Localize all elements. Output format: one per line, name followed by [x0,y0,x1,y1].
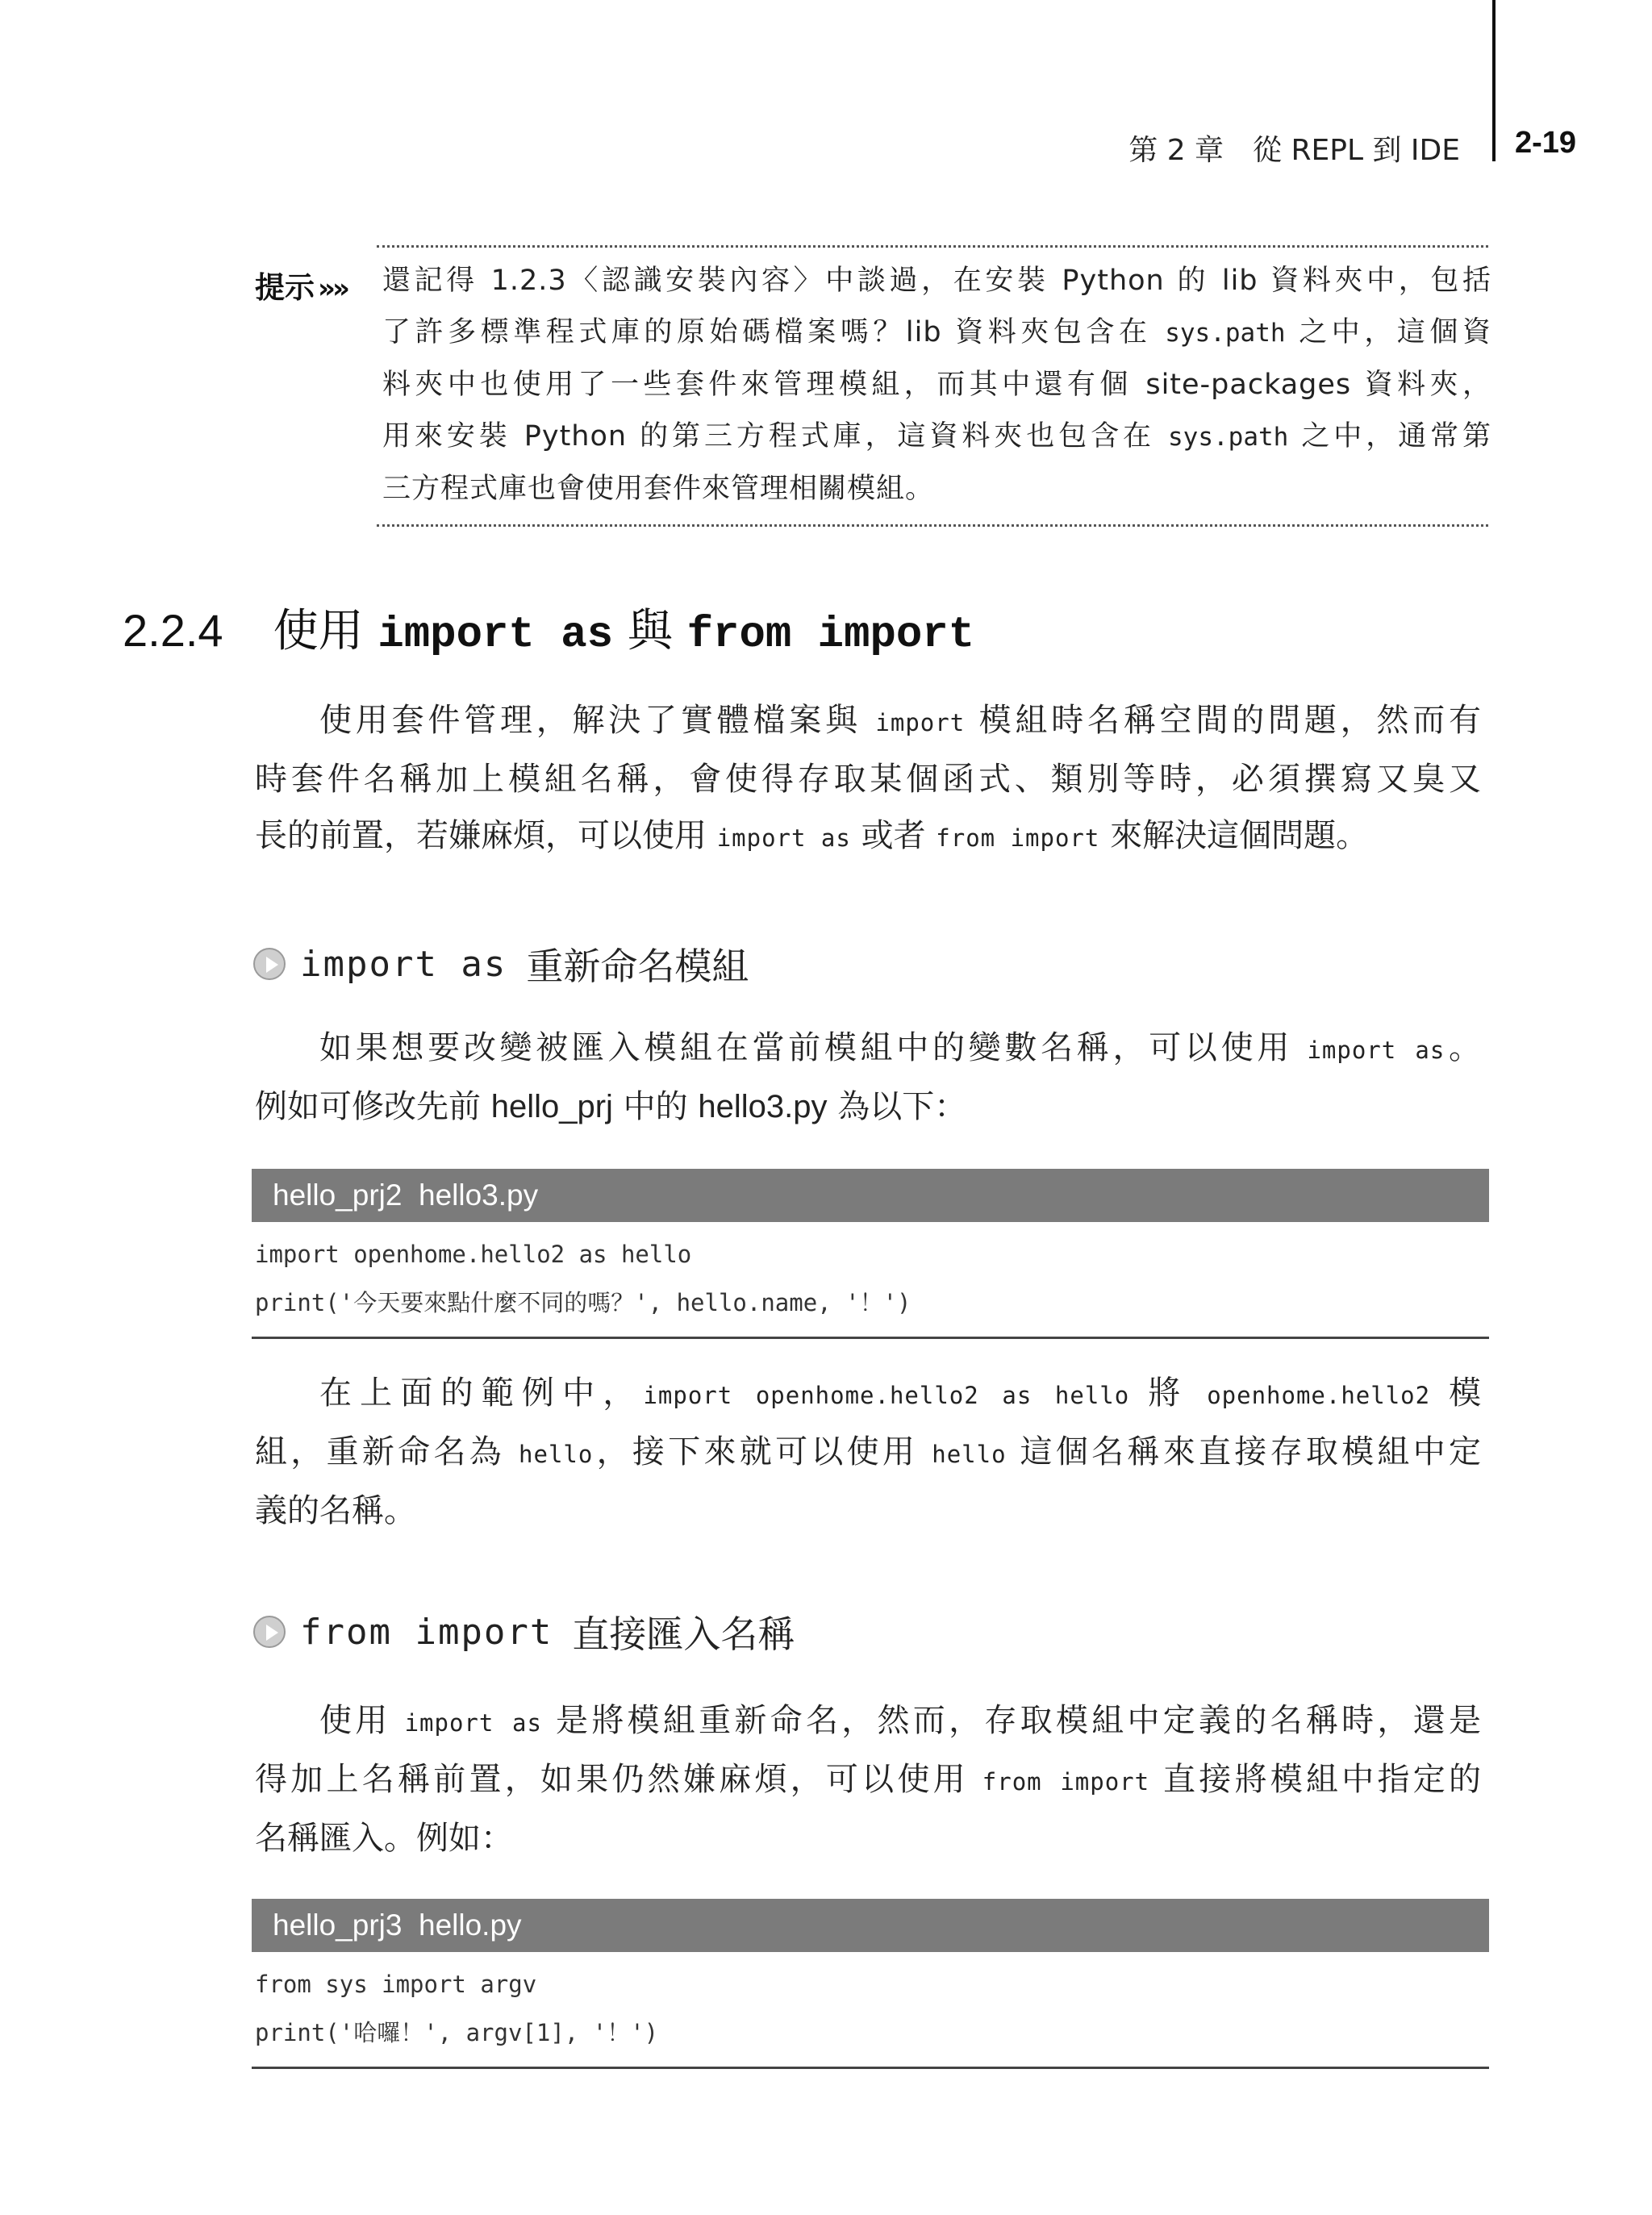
tip-line [382,359,1491,411]
tip-text-segment: 三方程式庫也會使用套件來管理相關模組。 [382,473,935,505]
tip-line [382,307,1491,359]
text-segment: ，接下來就可以使用 [593,1433,932,1470]
paragraph-line [255,807,1481,866]
header-rule [1492,0,1496,161]
paragraph-line [255,1692,1481,1751]
inline-name: hello3.py [698,1089,828,1124]
subsection-title: 重新命名模組 [526,945,749,988]
subsection-code: import as [300,943,507,985]
text-segment: 中的 [612,1088,699,1125]
text-segment: 將 [1129,1374,1208,1412]
text-segment: 如果想要改變被匯入模組在當前模組中的變數名稱，可以使用 [319,1029,1308,1066]
paragraph-from-import [255,1692,1481,1867]
inline-code: import as [1307,1037,1446,1064]
paragraph-line [255,1078,1481,1135]
paragraph-line [255,1424,1481,1483]
text-segment: 模組時名稱空間的問題，然而有 [965,702,1481,739]
chapter-title: 第 2 章 從 REPL 到 IDE [1128,134,1460,167]
inline-code: from import [936,824,1100,852]
text-segment: 使用套件管理，解決了實體檔案與 [319,702,876,739]
page-number: 2-19 [1515,126,1577,160]
inline-code: hello [932,1441,1007,1468]
text-segment: 例如可修改先前 [255,1088,491,1125]
tip-label-text: 提示 [255,269,315,305]
code-body [252,1222,1489,1339]
code-line: from sys import argv [255,1971,537,1998]
play-bullet-icon [253,1616,286,1648]
text-segment: 。 [1445,1029,1482,1066]
inline-code: from import [982,1768,1150,1796]
paragraph-line [255,692,1481,751]
paragraph-line [255,1365,1481,1424]
tip-text [382,255,1491,515]
tip-line [382,411,1491,463]
tip-bottom-rule [377,524,1488,527]
inline-code: import as [404,1709,542,1737]
tip-code: sys.path [1168,423,1289,452]
paragraph-explanation [255,1365,1481,1539]
code-line: print('今天要來點什麼不同的嗎？', hello.name, '！') [255,1289,912,1316]
paragraph-line [255,751,1481,807]
subsection-heading-from-import [253,1605,795,1658]
tip-text-segment: 之中，通常第 [1288,420,1491,453]
inline-code: import [875,709,966,736]
text-segment: 得加上名稱前置，如果仍然嫌麻煩，可以使用 [255,1761,982,1798]
inline-code: openhome.hello2 [1207,1382,1431,1409]
text-segment: 這個名稱來直接存取模組中定 [1006,1433,1482,1470]
paragraph-line [255,1483,1481,1539]
inline-code: hello [519,1441,594,1468]
subsection-title: 直接匯入名稱 [572,1612,795,1656]
paragraph-line [255,1810,1481,1867]
text-segment: 為以下： [827,1088,967,1125]
text-segment: 義的名稱。 [255,1492,416,1529]
paragraph-line [255,1020,1481,1078]
tip-label [255,263,347,307]
section-heading [123,595,974,660]
text-segment: 直接將模組中指定的 [1149,1761,1481,1798]
tip-top-rule [377,245,1488,248]
tip-text-segment: 用來安裝 Python 的第三方程式庫，這資料夾也包含在 [382,420,1168,453]
inline-code: import as [716,824,851,852]
text-segment: 或者 [850,817,937,854]
tip-text-segment: 料夾中也使用了一些套件來管理模組，而其中還有個 site-packages 資料夾， [382,369,1491,401]
text-segment: 模 [1430,1374,1481,1412]
inline-name: hello_prj [490,1089,613,1124]
tip-code: sys.path [1165,319,1286,348]
section-title-text: 使用 [273,605,378,657]
text-segment: 來解決這個問題。 [1099,817,1369,854]
inline-code: import openhome.hello2 as hello [643,1382,1130,1409]
text-segment: 長的前置，若嫌麻煩，可以使用 [255,817,717,854]
text-segment: 使用 [319,1702,405,1739]
tip-arrows-icon: »» [318,273,347,305]
code-line: print('哈囉！', argv[1], '！') [255,2019,659,2046]
code-listing-hello3 [252,1169,1489,1339]
tip-line [382,463,1491,515]
play-bullet-icon [253,948,286,980]
tip-text-segment: 還記得 1.2.3〈認識安裝內容〉中談過，在安裝 Python 的 lib 資料夾中，包括 [382,265,1491,297]
subsection-heading-import-as [253,937,749,991]
text-segment: 時套件名稱加上模組名稱，會使得存取某個函式、類別等時，必須撰寫又臭又 [255,761,1481,798]
tip-text-segment: 之中，這個資 [1285,316,1491,348]
section-title-code: from import [686,611,975,660]
code-listing-hello [252,1899,1489,2069]
paragraph-import-as [255,1020,1481,1135]
code-caption: hello_prj3 hello.py [252,1899,1489,1952]
text-segment: 在上面的範例中， [319,1374,644,1412]
section-title-text: 與 [613,605,687,657]
intro-paragraph [255,692,1481,866]
code-line: import openhome.hello2 as hello [255,1241,692,1268]
text-segment: 是將模組重新命名，然而，存取模組中定義的名稱時，還是 [541,1702,1481,1739]
tip-line [382,255,1491,307]
section-title-code: import as [378,611,614,660]
subsection-code: from import [300,1611,553,1653]
text-segment: 名稱匯入。例如： [255,1820,513,1857]
paragraph-line [255,1751,1481,1810]
code-caption: hello_prj2 hello3.py [252,1169,1489,1222]
section-number: 2.2.4 [123,605,223,656]
text-segment: 組，重新命名為 [255,1433,519,1470]
code-body [252,1952,1489,2069]
tip-text-segment: 了許多標準程式庫的原始碼檔案嗎？lib 資料夾包含在 [382,316,1166,348]
